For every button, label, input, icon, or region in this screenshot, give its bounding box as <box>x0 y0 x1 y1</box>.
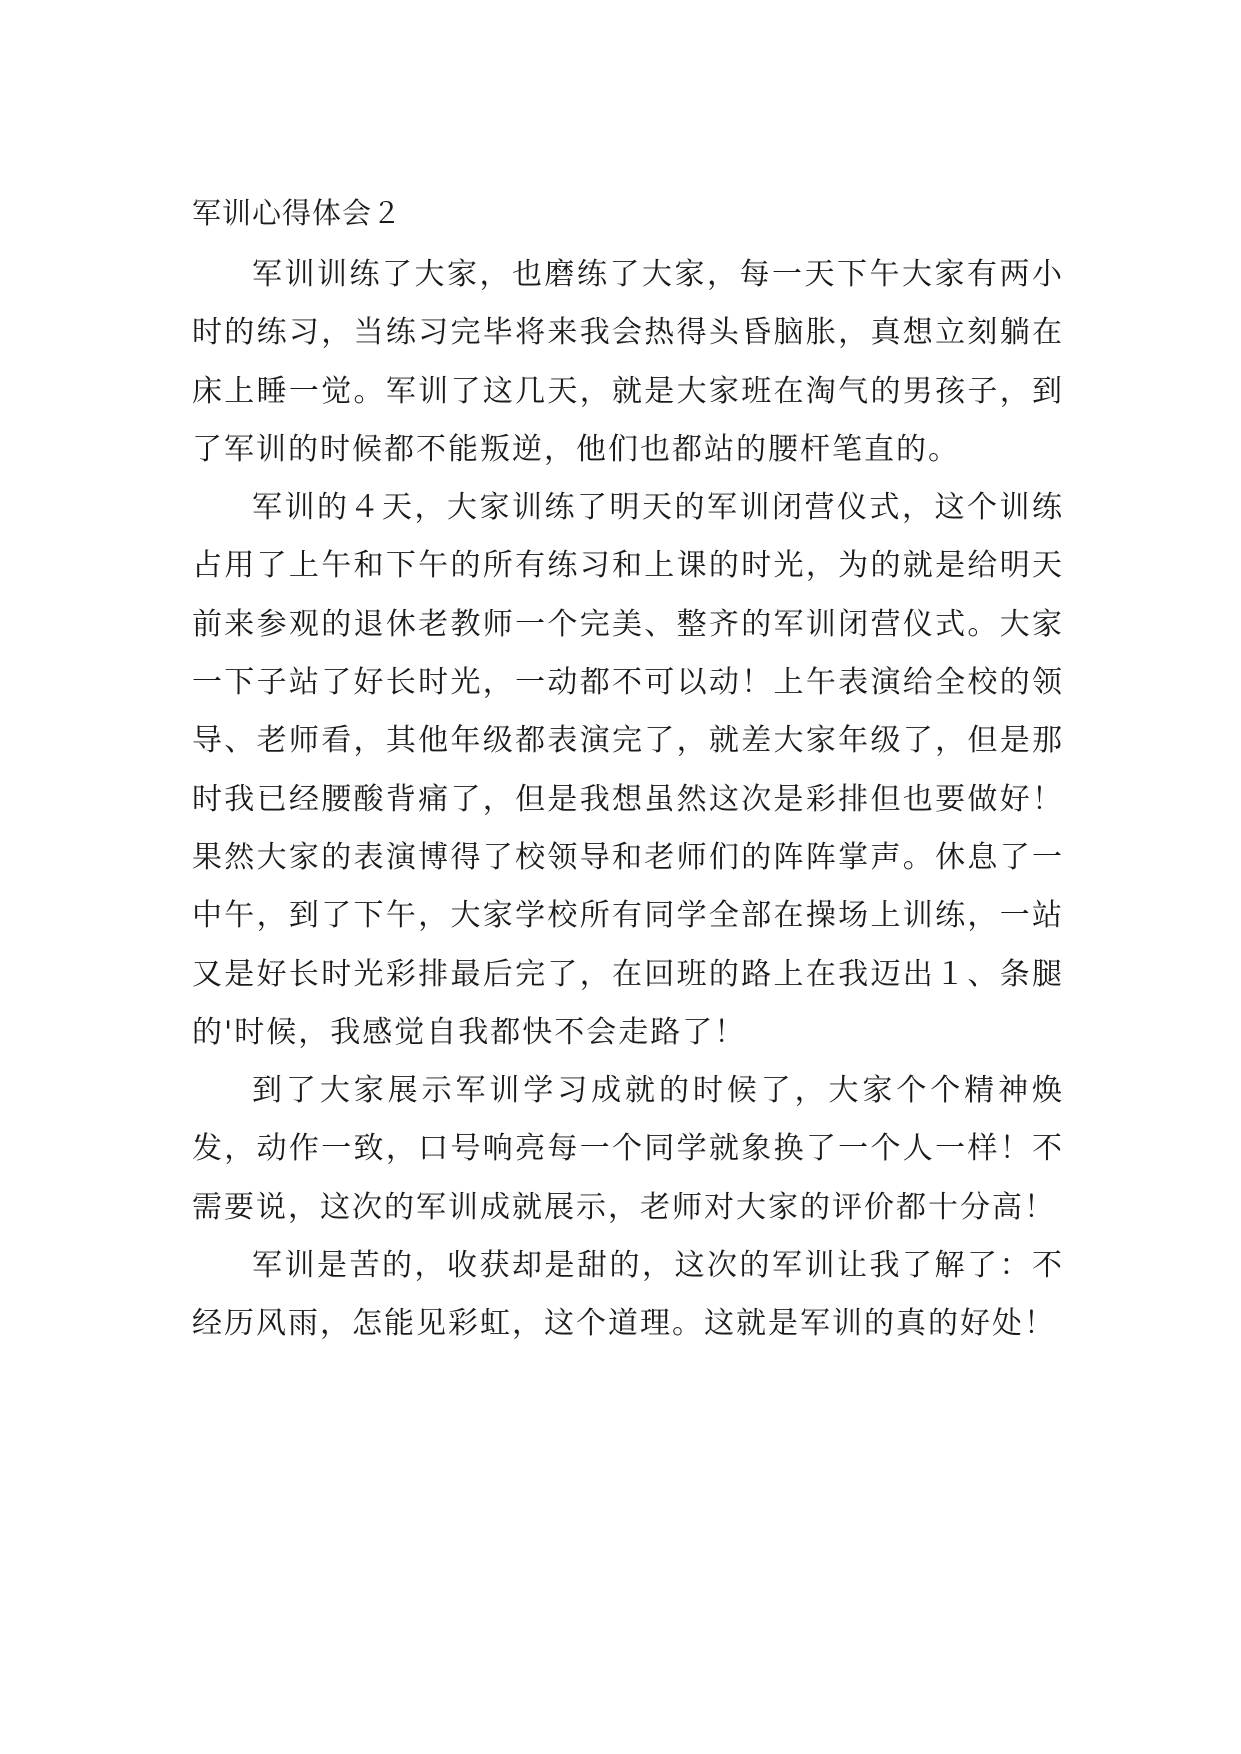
paragraph-3: 到了大家展示军训学习成就的时候了，大家个个精神焕发，动作一致，口号响亮每一个同学就象换了一个人一样！不需要说，这次的军训成就展示，老师对大家的评价都十分高！ <box>192 1073 1064 1225</box>
paragraph-2: 军训的４天，大家训练了明天的军训闭营仪式，这个训练占用了上午和下午的所有练习和上课的时光，为的就是给明天前来参观的退休老教师一个完美、整齐的军训闭营仪式。大家一下子站了好长时光，一动都不可以动！上午表演给全校的领导、老师看，其他年级都表演完了，就差大家年级了，但是那时我已经腰酸背痛了，但是我想虽然这次是彩排但也要做好！果然大家的表演博得了校领导和老师们的阵阵掌声。休息了一中午，到了下午，大家学校所有同学全部在操场上训练，一站又是好长时光彩排最后完了，在回班的路上在我迈出１、条腿的'时候，我感觉自我都快不会走路了！ <box>192 490 1064 1050</box>
paragraph-1: 军训训练了大家，也磨练了大家，每一天下午大家有两小时的练习，当练习完毕将来我会热得头昏脑胀，真想立刻躺在床上睡一觉。军训了这几天，就是大家班在淘气的男孩子，到了军训的时候都不能叛逆，他们也都站的腰杆笔直的。 <box>192 257 1064 467</box>
paragraph-4: 军训是苦的，收获却是甜的，这次的军训让我了解了：不经历风雨，怎能见彩虹，这个道理。这就是军训的真的好处！ <box>192 1248 1064 1342</box>
document-body <box>192 188 1064 1354</box>
document-title: 军训心得体会２ <box>192 196 403 230</box>
